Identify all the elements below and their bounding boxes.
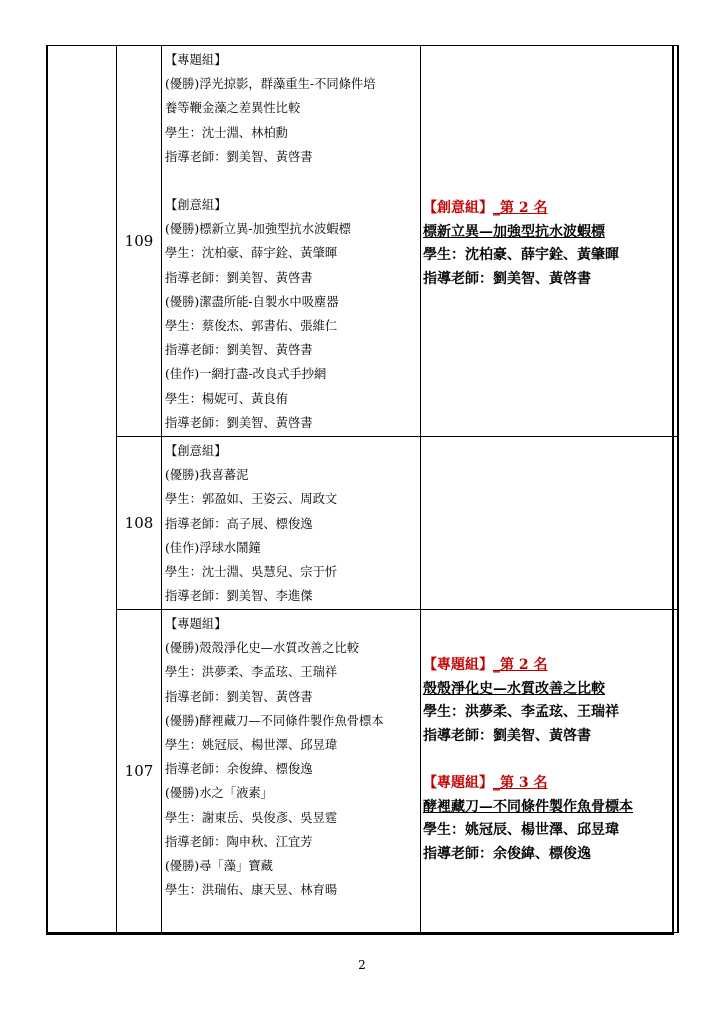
detail-line: 養等鞭金藻之差異性比較 bbox=[165, 101, 301, 116]
detail-line: (優勝)我喜蕃泥 bbox=[165, 468, 249, 483]
detail-line: 指導老師：高子展、標俊逸 bbox=[165, 516, 313, 531]
result-students: 學生：沈柏豪、薛宇銓、黃肇暉 bbox=[423, 247, 619, 263]
detail-line: (優勝)殼殼淨化史—水質改善之比較 bbox=[165, 641, 360, 656]
year-cell: 107 bbox=[117, 610, 162, 933]
result-group: 【專題組】 bbox=[423, 657, 493, 673]
detail-line: 學生：郭盈如、王姿云、周政文 bbox=[165, 492, 338, 507]
detail-line: (佳作)浮球水鬧鐘 bbox=[165, 540, 261, 555]
detail-line: (優勝)標新立異-加強型抗水波蝦標 bbox=[165, 222, 351, 237]
detail-line: (佳作)一網打盡-改良式手抄網 bbox=[165, 367, 327, 382]
result-title: 標新立異—加強型抗水波蝦標 bbox=[423, 223, 605, 240]
detail-line: 指導老師：劉美智、黃啓書 bbox=[165, 415, 313, 430]
result-title: 殼殼淨化史—水質改善之比較 bbox=[423, 680, 605, 697]
detail-line: (優勝)水之「液素」 bbox=[165, 786, 273, 801]
result-rank: _第 2 名 bbox=[493, 200, 548, 216]
result-teachers: 指導老師：劉美智、黃啓書 bbox=[423, 727, 591, 744]
detail-line: 指導老師：陶申秋、江宜芳 bbox=[165, 834, 313, 849]
detail-line: 指導老師：劉美智、李進傑 bbox=[165, 589, 313, 604]
result-students: 學生：姚冠辰、楊世澤、邱昱瑋 bbox=[423, 822, 619, 838]
detail-line: (優勝)浮光掠影，群藻重生-不同條件培 bbox=[165, 77, 376, 92]
detail-line: (優勝)潔盡所能-自製水中吸塵器 bbox=[165, 294, 339, 309]
page-number: 2 bbox=[358, 958, 366, 972]
page-frame bbox=[46, 45, 674, 935]
detail-line: 學生：沈柏豪、薛宇銓、黃肇暉 bbox=[165, 246, 338, 261]
result-group: 【創意組】 bbox=[423, 200, 493, 216]
detail-line: 指導老師：余俊緯、標俊逸 bbox=[165, 762, 313, 777]
result-rank: _第 3 名 bbox=[493, 775, 548, 791]
result-group: 【專題組】 bbox=[423, 775, 493, 791]
detail-line: 【專題組】 bbox=[165, 617, 227, 631]
detail-line: 指導老師：劉美智、黃啓書 bbox=[165, 343, 313, 358]
detail-line: 學生：沈士淵、吳慧兒、宗于忻 bbox=[165, 565, 338, 580]
detail-line: 學生：蔡俊杰、郭書佑、張維仁 bbox=[165, 319, 338, 334]
detail-line: (優勝)酵裡藏刀—不同條件製作魚骨標本 bbox=[165, 713, 384, 728]
detail-line: 學生：楊妮可、黃良侑 bbox=[165, 391, 288, 406]
detail-line: 學生：姚冠辰、楊世澤、邱昱瑋 bbox=[165, 738, 338, 753]
result-students: 學生：洪夢柔、李孟玹、王瑞祥 bbox=[423, 704, 619, 720]
detail-line: (優勝)尋「藻」寶藏 bbox=[165, 859, 273, 874]
detail-line: 學生：謝東岳、吳俊彥、吳昱霆 bbox=[165, 810, 338, 825]
detail-line: 學生：沈士淵、林柏勳 bbox=[165, 125, 288, 140]
result-title: 酵裡藏刀—不同條件製作魚骨標本 bbox=[423, 798, 633, 815]
result-rank: _第 2 名 bbox=[493, 657, 548, 673]
result-teachers: 指導老師：劉美智、黃啓書 bbox=[423, 270, 591, 287]
detail-line: 指導老師：劉美智、黃啓書 bbox=[165, 270, 313, 285]
result-teachers: 指導老師：余俊緯、標俊逸 bbox=[423, 845, 591, 862]
year-cell: 108 bbox=[117, 437, 162, 610]
detail-line: 學生：洪夢柔、李孟玹、王瑞祥 bbox=[165, 665, 338, 680]
detail-line: 指導老師：劉美智、黃啓書 bbox=[165, 149, 313, 164]
detail-line: 【專題組】 bbox=[165, 53, 227, 67]
detail-line: 學生：洪瑞佑、康天昱、林育暘 bbox=[165, 883, 338, 898]
detail-line: 【創意組】 bbox=[165, 444, 227, 458]
detail-line: 指導老師：劉美智、黃啓書 bbox=[165, 689, 313, 704]
year-cell: 109 bbox=[117, 46, 162, 437]
detail-line: 【創意組】 bbox=[165, 198, 227, 213]
